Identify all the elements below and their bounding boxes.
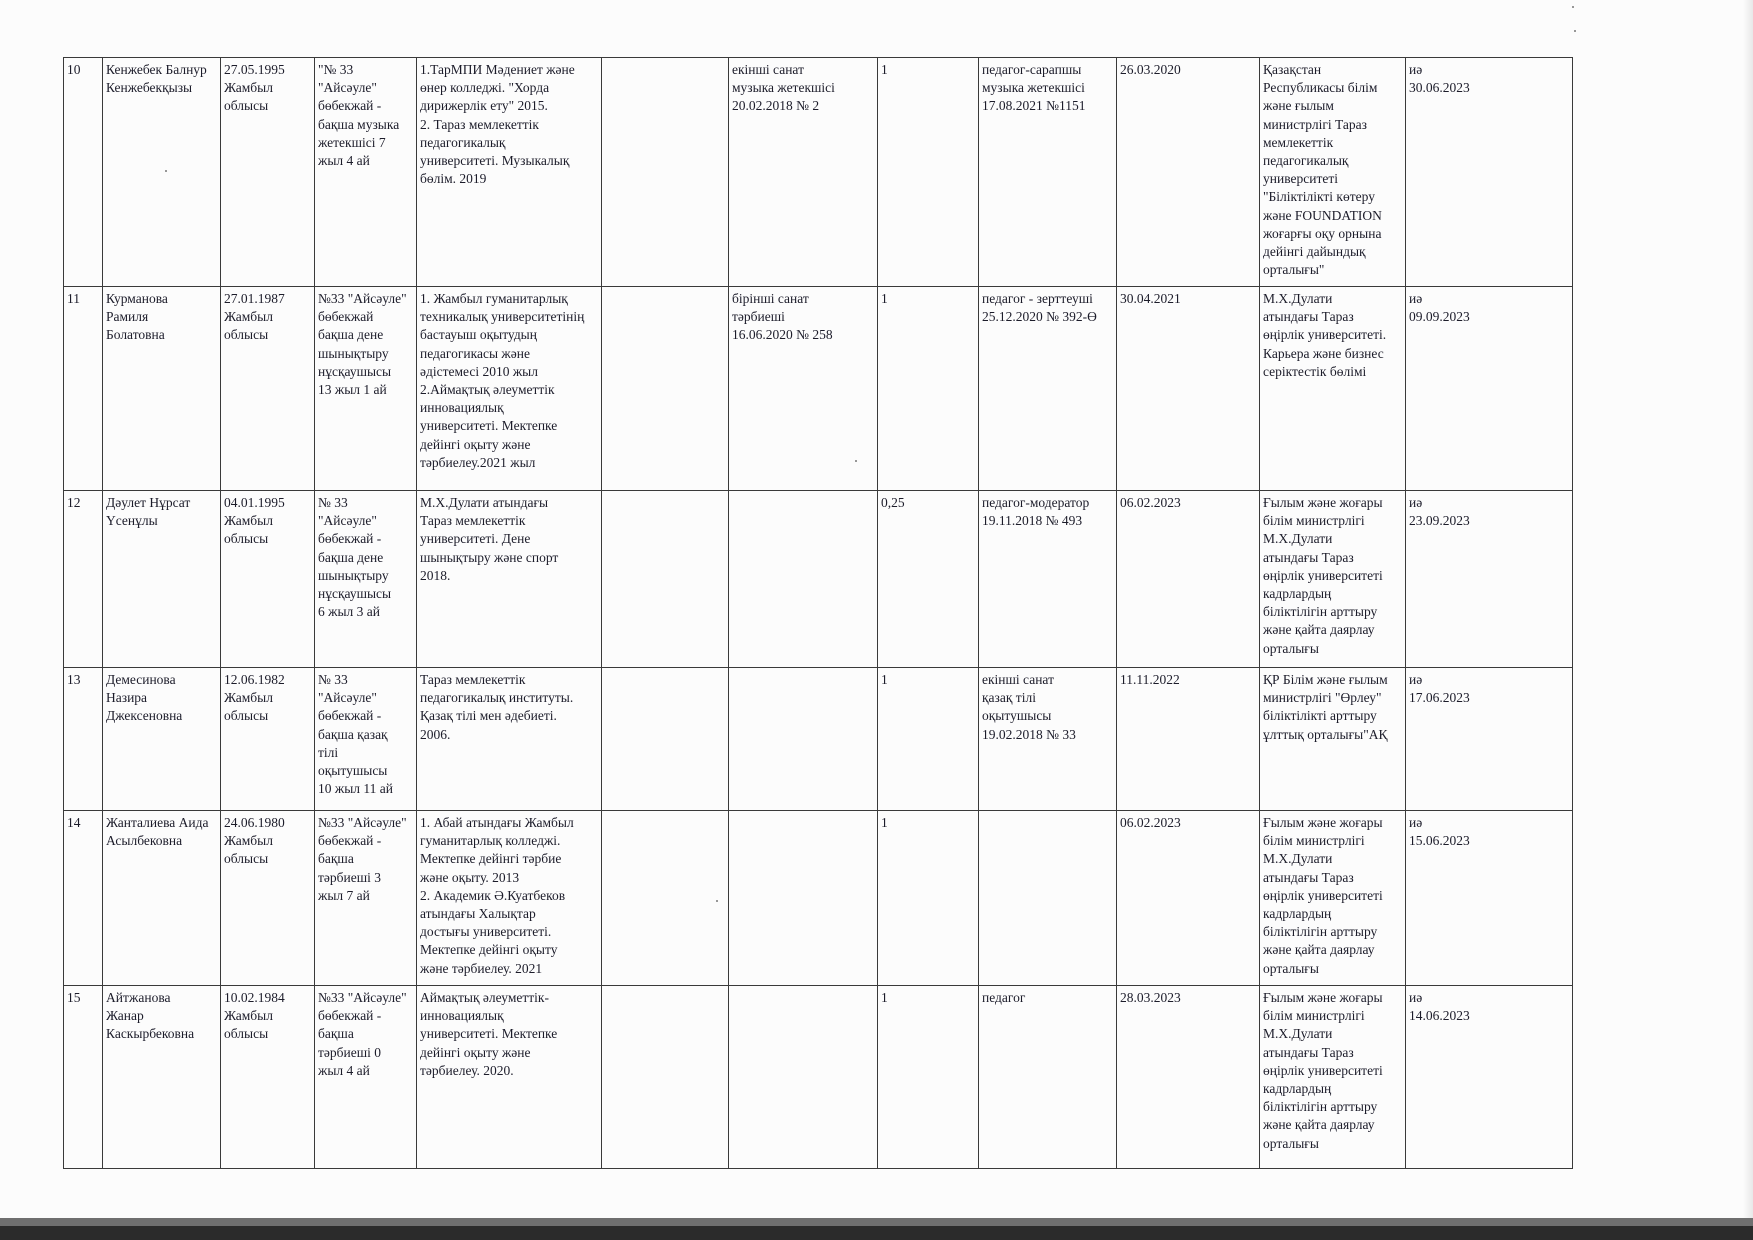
category-cell: бірінші санат тәрбиеші 16.06.2020 № 258 (729, 287, 878, 491)
empty-cell (602, 58, 729, 287)
birth-date-region-cell: 27.01.1987 Жамбыл облысы (221, 287, 315, 491)
row-number-cell: 10 (64, 58, 103, 287)
staff-register-table (63, 57, 1573, 1169)
table-row (64, 58, 1573, 287)
status-cell: иә 23.09.2023 (1406, 491, 1573, 668)
education-cell: Аймақтық әлеуметтік- инновациялық университеті. Мектепке дейінгі оқыту және тәрбиелеу. 2020. (417, 986, 602, 1169)
status-cell: иә 15.06.2023 (1406, 811, 1573, 986)
row-number-cell: 15 (64, 986, 103, 1169)
course-institution-cell: Ғылым және жоғары білім министрлігі М.Х.Дулати атындағы Тараз өңірлік университеті кадрлардың біліктілігін арттыру және қайта даярлау орталығы (1260, 811, 1406, 986)
course-institution-cell: ҚР Білім және ғылым министрлігі "Өрлеу" біліктілікті арттыру ұлттық орталығы"АҚ (1260, 668, 1406, 811)
position-experience-cell: № 33 "Айсәуле" бөбекжай - бақша қазақ тілі оқытушысы 10 жыл 11 ай (315, 668, 417, 811)
course-institution-cell: Қазақстан Республикасы білім және ғылым министрлігі Тараз мемлекеттік педагогикалық университеті "Біліктілікті көтеру және FOUNDATION жоғарғы оқу орнына дейінгі дайындық орталығы" (1260, 58, 1406, 287)
education-cell: 1.ТарМПИ Мәдениет және өнер колледжі. "Хорда дирижерлік ету" 2015. 2. Тараз мемлекеттік педагогикалық университеті. Музыкалық бөлім. 2019 (417, 58, 602, 287)
category-cell: екінші санат музыка жетекшісі 20.02.2018 № 2 (729, 58, 878, 287)
empty-cell (602, 491, 729, 668)
course-date-cell: 11.11.2022 (1117, 668, 1260, 811)
course-date-cell: 06.02.2023 (1117, 491, 1260, 668)
education-cell: М.Х.Дулати атындағы Тараз мемлекеттік университеті. Дене шынықтыру және спорт 2018. (417, 491, 602, 668)
course-date-cell: 28.03.2023 (1117, 986, 1260, 1169)
course-date-cell: 26.03.2020 (1117, 58, 1260, 287)
empty-cell (602, 811, 729, 986)
rate-cell: 1 (878, 986, 979, 1169)
table-row (64, 491, 1573, 668)
table-row (64, 668, 1573, 811)
row-number-cell: 11 (64, 287, 103, 491)
education-cell: 1. Абай атындағы Жамбыл гуманитарлық колледжі. Мектепке дейінгі тәрбие және оқыту. 2013 2. Академик Ә.Куатбеков атындағы Халықтар достығы университеті. Мектепке дейінгі оқыту және тәрбиелеу. 2021 (417, 811, 602, 986)
course-institution-cell: Ғылым және жоғары білім министрлігі М.Х.Дулати атындағы Тараз өңірлік университеті кадрлардың біліктілігін арттыру және қайта даярлау орталығы (1260, 986, 1406, 1169)
empty-cell (602, 668, 729, 811)
category-cell (729, 986, 878, 1169)
full-name-cell: Жанталиева Аида Асылбековна (103, 811, 221, 986)
scan-speck (1574, 30, 1576, 32)
rate-cell: 1 (878, 58, 979, 287)
birth-date-region-cell: 27.05.1995 Жамбыл облысы (221, 58, 315, 287)
table-row (64, 811, 1573, 986)
qualification-cell (979, 811, 1117, 986)
position-experience-cell: "№ 33 "Айсәуле" бөбекжай - бақша музыка жетекшісі 7 жыл 4 ай (315, 58, 417, 287)
rate-cell: 1 (878, 287, 979, 491)
position-experience-cell: №33 "Айсәуле" бөбекжай - бақша тәрбиеші 0 жыл 4 ай (315, 986, 417, 1169)
rate-cell: 1 (878, 668, 979, 811)
category-cell (729, 811, 878, 986)
full-name-cell: Демесинова Назира Джексеновна (103, 668, 221, 811)
full-name-cell: Кенжебек Балнур Кенжебекқызы (103, 58, 221, 287)
birth-date-region-cell: 04.01.1995 Жамбыл облысы (221, 491, 315, 668)
education-cell: 1. Жамбыл гуманитарлық техникалық университетінің бастауыш оқытудың педагогикасы және әдістемесі 2010 жыл 2.Аймақтық әлеуметтік инновациялық университеті. Мектепке дейінгі оқыту және тәрбиелеу.2021 жыл (417, 287, 602, 491)
status-cell: иә 14.06.2023 (1406, 986, 1573, 1169)
full-name-cell: Курманова Рамиля Болатовна (103, 287, 221, 491)
category-cell (729, 491, 878, 668)
rate-cell: 0,25 (878, 491, 979, 668)
empty-cell (602, 986, 729, 1169)
course-date-cell: 30.04.2021 (1117, 287, 1260, 491)
qualification-cell: педагог-модератор 19.11.2018 № 493 (979, 491, 1117, 668)
course-institution-cell: Ғылым және жоғары білім министрлігі М.Х.Дулати атындағы Тараз өңірлік университеті кадрлардың біліктілігін арттыру және қайта даярлау орталығы (1260, 491, 1406, 668)
qualification-cell: педагог-сарапшы музыка жетекшісі 17.08.2021 №1151 (979, 58, 1117, 287)
status-cell: иә 09.09.2023 (1406, 287, 1573, 491)
qualification-cell: педагог (979, 986, 1117, 1169)
position-experience-cell: № 33 "Айсәуле" бөбекжай - бақша дене шынықтыру нұсқаушысы 6 жыл 3 ай (315, 491, 417, 668)
qualification-cell: педагог - зерттеуші 25.12.2020 № 392-Ө (979, 287, 1117, 491)
position-experience-cell: №33 "Айсәуле" бөбекжай - бақша тәрбиеші 3 жыл 7 ай (315, 811, 417, 986)
row-number-cell: 14 (64, 811, 103, 986)
table-row (64, 287, 1573, 491)
birth-date-region-cell: 24.06.1980 Жамбыл облысы (221, 811, 315, 986)
status-cell: иә 30.06.2023 (1406, 58, 1573, 287)
birth-date-region-cell: 12.06.1982 Жамбыл облысы (221, 668, 315, 811)
status-cell: иә 17.06.2023 (1406, 668, 1573, 811)
position-experience-cell: №33 "Айсәуле" бөбекжай бақша дене шынықтыру нұсқаушысы 13 жыл 1 ай (315, 287, 417, 491)
education-cell: Тараз мемлекеттік педагогикалық институты. Қазақ тілі мен әдебиеті. 2006. (417, 668, 602, 811)
full-name-cell: Айтжанова Жанар Каскырбековна (103, 986, 221, 1169)
scan-edge-shadow (1743, 0, 1753, 1218)
qualification-cell: екінші санат қазақ тілі оқытушысы 19.02.2018 № 33 (979, 668, 1117, 811)
birth-date-region-cell: 10.02.1984 Жамбыл облысы (221, 986, 315, 1169)
scan-speck (1572, 6, 1574, 8)
category-cell (729, 668, 878, 811)
course-date-cell: 06.02.2023 (1117, 811, 1260, 986)
row-number-cell: 12 (64, 491, 103, 668)
course-institution-cell: М.Х.Дулати атындағы Тараз өңірлік университеті. Карьера және бизнес серіктестік бөлімі (1260, 287, 1406, 491)
rate-cell: 1 (878, 811, 979, 986)
table-row (64, 986, 1573, 1169)
row-number-cell: 13 (64, 668, 103, 811)
empty-cell (602, 287, 729, 491)
full-name-cell: Дәулет Нұрсат Үсенұлы (103, 491, 221, 668)
scanner-bed-dark-strip (0, 1226, 1753, 1240)
